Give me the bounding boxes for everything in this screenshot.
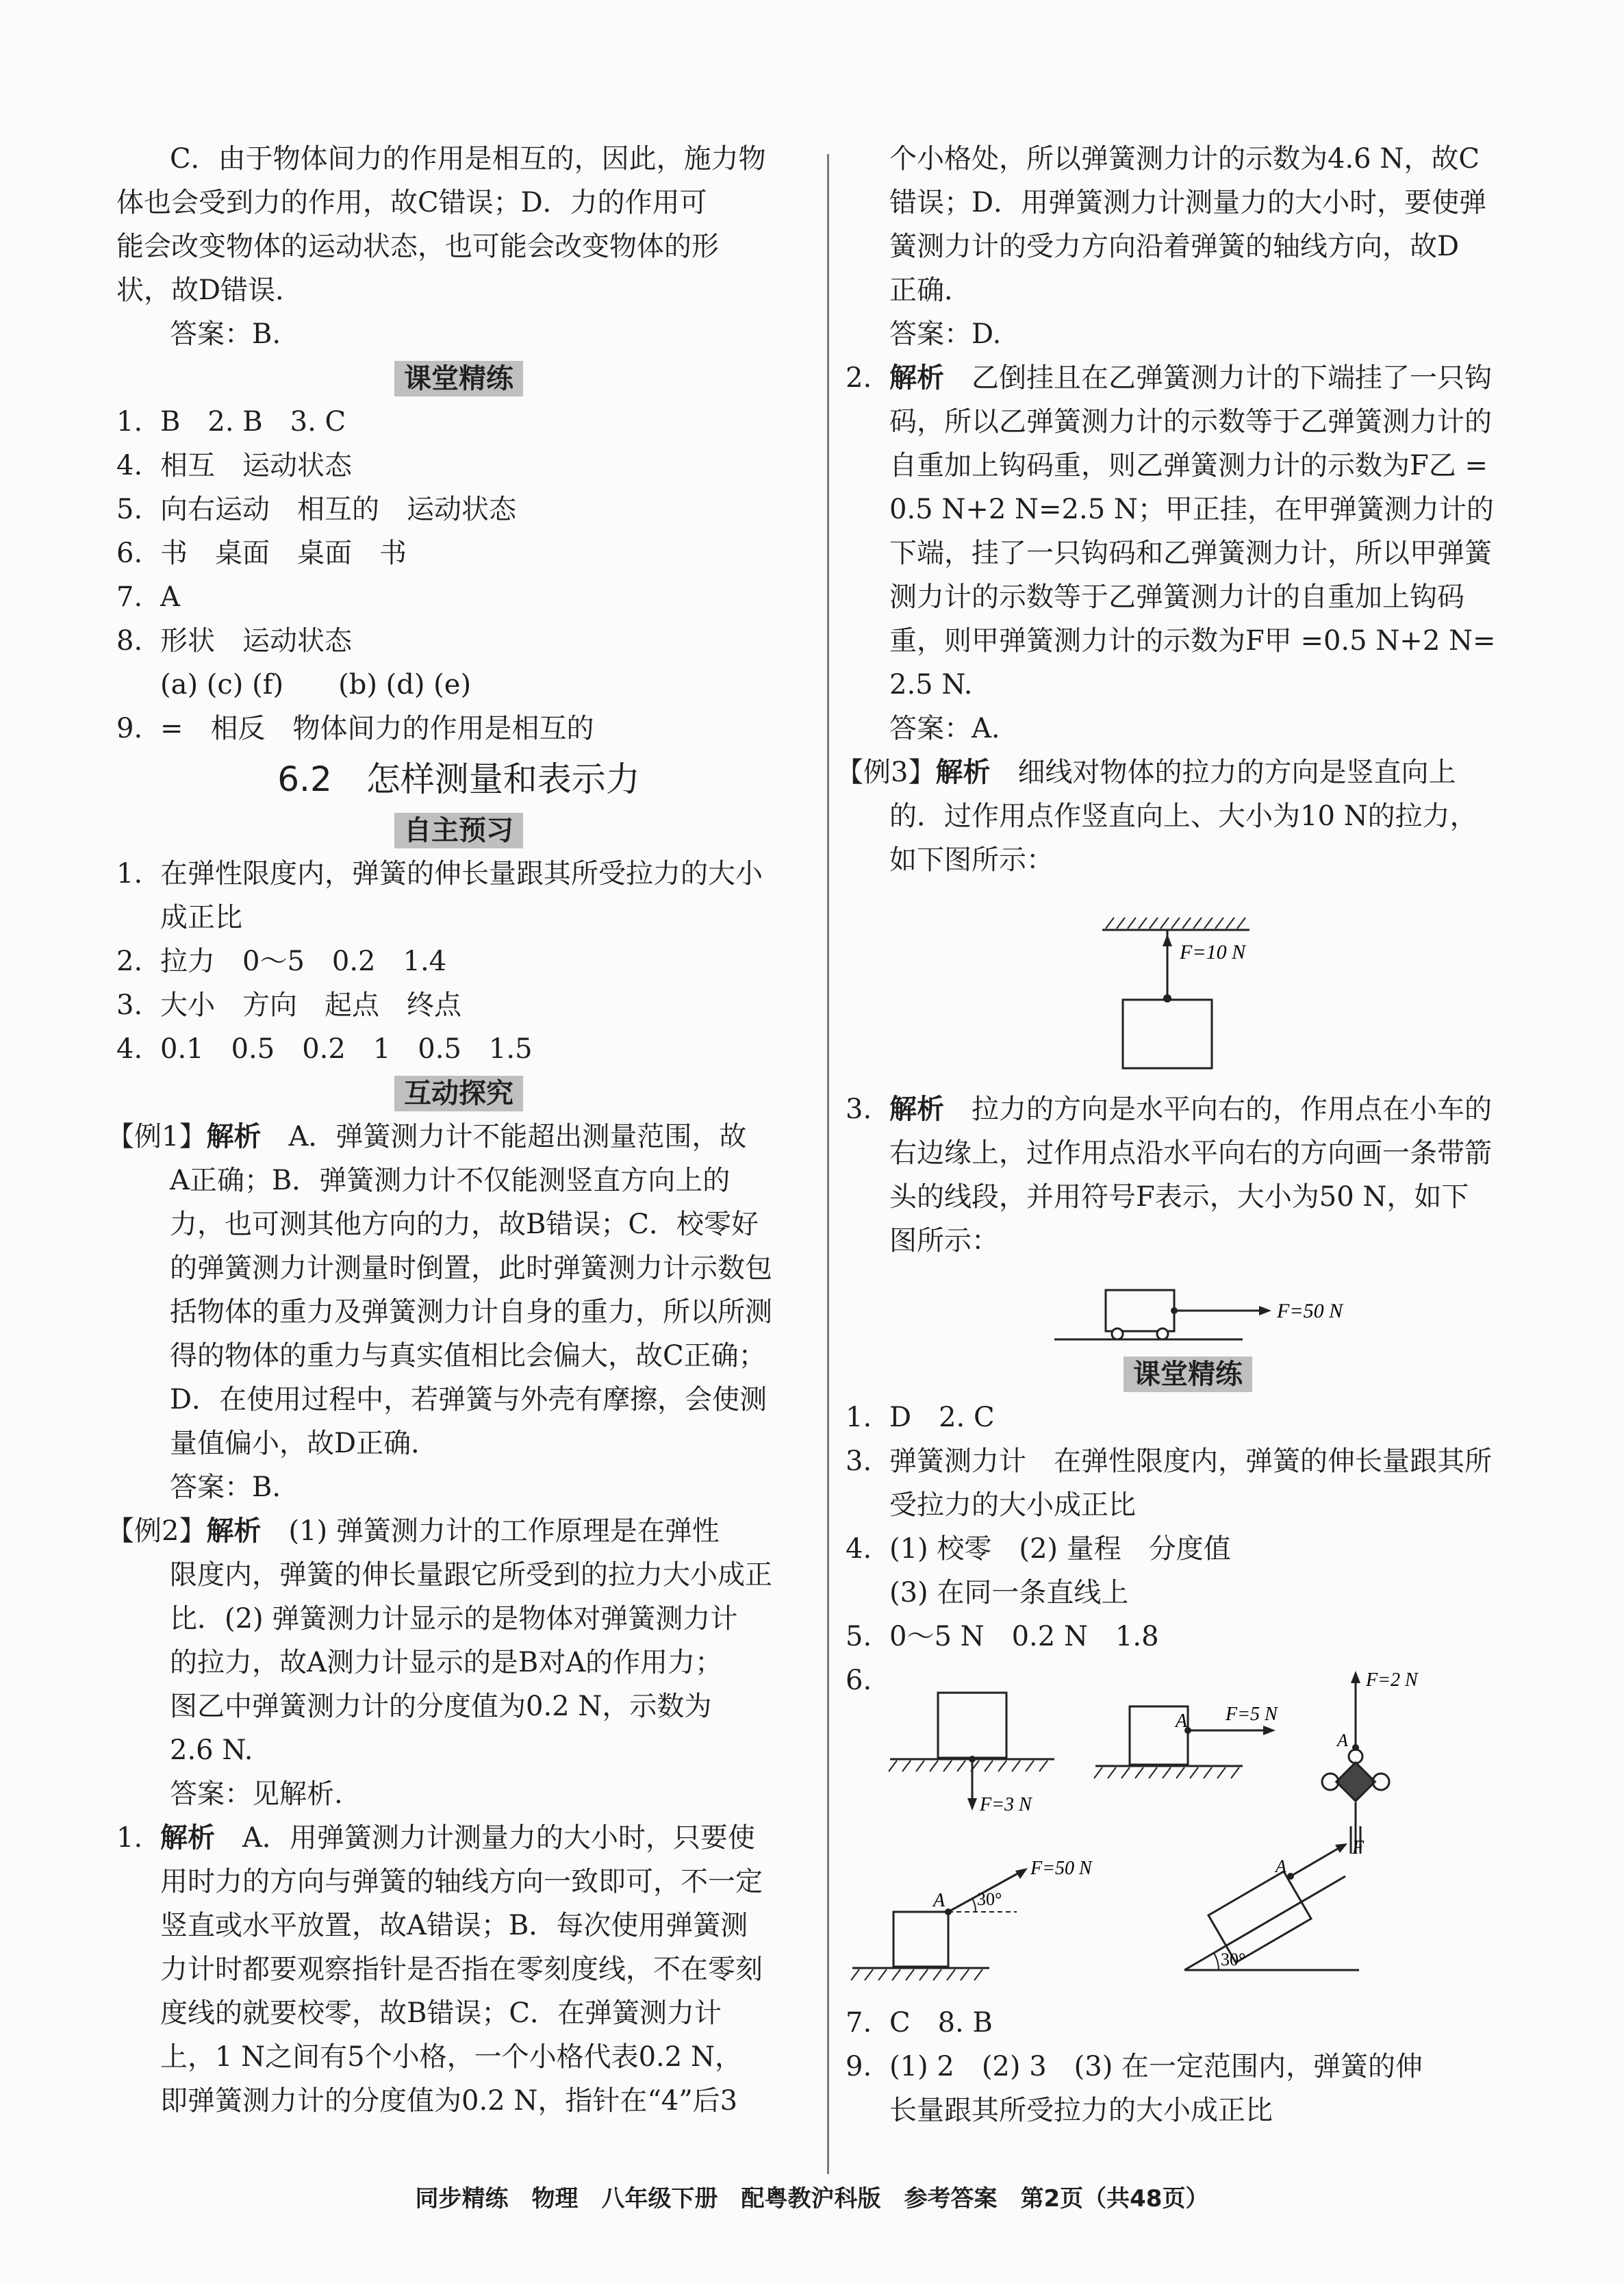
page-footer: 同步精练 物理 八年级下册 配粤教沪科版 参考答案 第2页（共48页） <box>415 2185 1209 2212</box>
text-line: 下端，挂了一只钩码和乙弹簧测力计，所以甲弹簧 <box>889 538 1492 569</box>
text-line: 正确． <box>889 275 972 306</box>
answer-item: (a) (c) (f) (b) (d) (e) <box>160 669 472 701</box>
right-column <box>836 137 1530 2132</box>
text-line: 簧测力计的受力方向沿着弹簧的轴线方向，故D <box>889 231 1460 262</box>
text-line: 自重加上钩码重，则乙弹簧测力计的示数为F乙 = <box>889 450 1488 481</box>
force-label: F=5 N <box>1226 1704 1278 1725</box>
text-line: 2.6 N. <box>170 1735 253 1766</box>
answer-item: 3. 大小 方向 起点 终点 <box>116 989 461 1021</box>
text-line: 图乙中弹簧测力计的分度值为0.2 N，示数为 <box>170 1691 712 1722</box>
text-line: 限度内，弹簧的伸长量跟它所受到的拉力大小成正 <box>170 1559 772 1591</box>
angle-label: 30° <box>1221 1950 1246 1969</box>
answer-item: 成正比 <box>160 902 242 933</box>
force-label: F=50 N <box>1277 1300 1343 1322</box>
column-divider <box>827 154 829 2174</box>
section-heading: 课堂精练 <box>846 1352 1530 1396</box>
answer-item: 6. 书 桌面 桌面 书 <box>116 538 407 569</box>
example-1-head: 【例1】解析 A．弹簧测力计不能超出测量范围，故 <box>107 1121 747 1152</box>
figure-hanging-block <box>846 882 1530 1087</box>
text-line: 上，1 N之间有5个小格，一个小格代表0.2 N， <box>160 2041 742 2073</box>
answer-line: 答案：B. <box>170 1472 281 1503</box>
answer-item: 长量跟其所受拉力的大小成正比 <box>889 2095 1273 2126</box>
figure-question-6 <box>846 1658 1530 2001</box>
force-label: F=50 N <box>1030 1858 1092 1879</box>
example-3-head: 【例3】解析 细线对物体的拉力的方向是竖直向上 <box>836 757 1456 788</box>
text-line: 如下图所示： <box>889 844 1054 876</box>
text-line: 力，也可测其他方向的力，故B错误；C．校零好 <box>170 1209 759 1240</box>
point-label: A <box>1176 1711 1188 1732</box>
text-line: 得的物体的重力与真实值相比会偏大，故C正确； <box>170 1340 766 1372</box>
text-line: 重，则甲弹簧测力计的示数为F甲 =0.5 N+2 N= <box>889 625 1496 657</box>
text-line: 即弹簧测力计的分度值为0.2 N，指针在“4”后3 <box>160 2085 738 2117</box>
answer-item: 4. 相互 运动状态 <box>116 450 352 481</box>
force-label: F=3 N <box>980 1794 1032 1815</box>
section-heading: 课堂精练 <box>116 356 801 400</box>
question-1-head: 1. 解析 A．用弹簧测力计测量力的大小时，只要使 <box>116 1822 755 1854</box>
section-heading: 自主预习 <box>116 808 801 852</box>
angle-label: 30° <box>977 1889 1002 1909</box>
text-line: 用时力的方向与弹簧的轴线方向一致即可，不一定 <box>160 1866 763 1897</box>
answer-line: 答案：D. <box>889 318 1002 350</box>
text-line: 的拉力，故A测力计显示的是B对A的作用力； <box>170 1647 723 1678</box>
text-line: 括物体的重力及弹簧测力计自身的重力，所以所测 <box>170 1296 772 1328</box>
hanging-block-diagram <box>846 882 1530 1087</box>
answer-item: 9. (1) 2 (2) 3 (3) 在一定范围内，弹簧的伸 <box>846 2051 1423 2082</box>
answer-item: 1. D 2. C <box>846 1402 995 1433</box>
answer-item: 6. <box>846 1665 872 1696</box>
answer-item: 9. = 相反 物体间力的作用是相互的 <box>116 713 594 744</box>
text-line: 错误；D．用弹簧测力计测量力的大小时，要使弹 <box>889 187 1487 218</box>
text-line: 图所示： <box>889 1225 999 1257</box>
point-label: A <box>1276 1856 1286 1876</box>
example-2-head: 【例2】解析 (1) 弹簧测力计的工作原理是在弹性 <box>107 1515 720 1547</box>
answer-item: 4. 0.1 0.5 0.2 1 0.5 1.5 <box>116 1033 533 1065</box>
text-line: 竖直或水平放置，故A错误；B．每次使用弹簧测 <box>160 1910 748 1941</box>
text-line: 状，故D错误． <box>116 275 303 306</box>
force-label: F <box>1352 1837 1365 1858</box>
text-line: C．由于物体间力的作用是相互的，因此，施力物 <box>170 143 766 175</box>
answer-item: (3) 在同一条直线上 <box>889 1577 1129 1609</box>
answer-line: 答案：见解析. <box>170 1778 343 1810</box>
text-line: 测力计的示数等于乙弹簧测力计的自重加上钩码 <box>889 581 1464 613</box>
answer-item: 4. (1) 校零 (2) 量程 分度值 <box>846 1533 1231 1565</box>
text-line: 度线的就要校零，故B错误；C．在弹簧测力计 <box>160 1997 722 2029</box>
answer-item: 2. 拉力 0～5 0.2 1.4 <box>116 946 447 977</box>
text-line: 体也会受到力的作用，故C错误；D．力的作用可 <box>116 187 707 218</box>
question-2-head: 2. 解析 乙倒挂且在乙弹簧测力计的下端挂了一只钩 <box>846 362 1492 394</box>
answer-item: 受拉力的大小成正比 <box>889 1489 1136 1521</box>
answer-item: 7. A <box>116 581 180 613</box>
answer-item: 1. B 2. B 3. C <box>116 406 346 438</box>
answer-item: 3. 弹簧测力计 在弹性限度内，弹簧的伸长量跟其所 <box>846 1446 1492 1477</box>
force-diagrams <box>846 1658 1530 2001</box>
question-3-head: 3. 解析 拉力的方向是水平向右的，作用点在小车的 <box>846 1094 1492 1125</box>
text-line: 比．(2) 弹簧测力计显示的是物体对弹簧测力计 <box>170 1603 738 1635</box>
answer-line: 答案：A. <box>889 713 1000 744</box>
text-line: 码，所以乙弹簧测力计的示数等于乙弹簧测力计的 <box>889 406 1492 438</box>
force-label: F=10 N <box>1180 941 1246 963</box>
text-line: 右边缘上，过作用点沿水平向右的方向画一条带箭 <box>889 1137 1492 1169</box>
answer-item: 7. C 8. B <box>846 2007 993 2039</box>
text-line: 0.5 N+2 N=2.5 N；甲正挂，在甲弹簧测力计的 <box>889 494 1494 525</box>
answer-item: 1. 在弹性限度内，弹簧的伸长量跟其所受拉力的大小 <box>116 858 763 890</box>
left-column <box>107 137 801 2123</box>
text-line: A正确；B．弹簧测力计不仅能测竖直方向上的 <box>170 1165 731 1196</box>
text-line: 的．过作用点作竖直向上、大小为10 N的拉力， <box>889 800 1477 832</box>
chapter-title: 6.2 怎样测量和表示力 <box>277 759 640 799</box>
force-label: F=2 N <box>1366 1669 1418 1691</box>
text-line: D．在使用过程中，若弹簧与外壳有摩擦，会使测 <box>170 1384 767 1415</box>
text-line: 的弹簧测力计测量时倒置，此时弹簧测力计示数包 <box>170 1252 772 1284</box>
answer-item: 5. 0～5 N 0.2 N 1.8 <box>846 1621 1159 1652</box>
answer-line: 答案：B. <box>170 318 281 350</box>
text-line: 能会改变物体的运动状态，也可能会改变物体的形 <box>116 231 719 262</box>
text-line: 量值偏小，故D正确． <box>170 1428 439 1459</box>
cart-diagram <box>846 1263 1530 1352</box>
text-line: 个小格处，所以弹簧测力计的示数为4.6 N，故C <box>889 143 1480 175</box>
point-label: A <box>1337 1730 1348 1750</box>
answer-item: 5. 向右运动 相互的 运动状态 <box>116 494 516 525</box>
text-line: 头的线段，并用符号F表示，大小为50 N，如下 <box>889 1181 1469 1213</box>
text-line: 2.5 N. <box>889 669 973 701</box>
point-label: A <box>933 1890 946 1911</box>
answer-item: 8. 形状 运动状态 <box>116 625 352 657</box>
section-heading: 互动探究 <box>116 1071 801 1115</box>
figure-cart <box>846 1263 1530 1352</box>
text-line: 力计时都要观察指针是否指在零刻度线，不在零刻 <box>160 1954 763 1985</box>
